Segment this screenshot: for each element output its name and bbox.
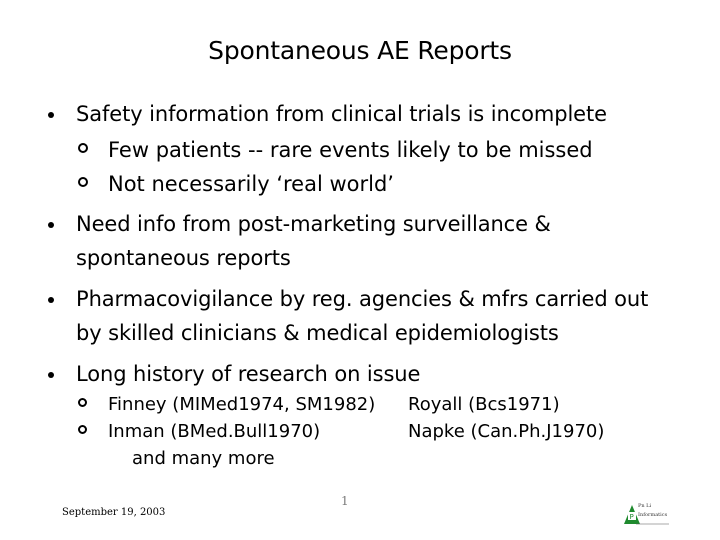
bullet-text-line2: by skilled clinicians & medical epidemiologists [76, 321, 559, 345]
reference-napke [408, 418, 604, 445]
slide-title: Spontaneous AE Reports [208, 36, 512, 65]
reference-text: Royall (Bcs1971) [408, 394, 560, 415]
footer-date: September 19, 2003 [62, 507, 166, 518]
bullet-text-line1: Need info from post-marketing surveillance & [76, 212, 551, 236]
reference-royall [408, 391, 560, 418]
bullet-dot-icon [48, 297, 54, 303]
reference-more [132, 445, 275, 472]
sub-bullet-ring-icon [78, 398, 87, 407]
logo-text-line1: Pn Li [638, 503, 652, 509]
page-number: 1 [341, 494, 349, 508]
bullet-dot-icon [48, 372, 54, 378]
svg-text:P: P [629, 513, 634, 521]
bullet-text: Safety information from clinical trials is incomplete [76, 102, 607, 126]
reference-text: Finney (MIMed1974, SM1982) [108, 394, 376, 415]
logo-text-line2: Informatics [638, 512, 668, 518]
logo-text [638, 502, 667, 520]
reference-text: Inman (BMed.Bull1970) [108, 421, 321, 442]
bullet-text: Long history of research on issue [76, 362, 421, 386]
sub-bullet-ring-icon [78, 143, 88, 153]
bullet-text-line2: spontaneous reports [76, 246, 291, 270]
reference-more-text: and many more [132, 448, 275, 469]
bullet-dot-icon [48, 112, 54, 118]
sub-bullet-text: Few patients -- rare events likely to be missed [108, 138, 593, 162]
bullet-dot-icon [48, 222, 54, 228]
sub-bullet-ring-icon [78, 425, 87, 434]
sub-bullet-text: Not necessarily ‘real world’ [108, 172, 394, 196]
sub-bullet-ring-icon [78, 177, 88, 187]
bullet-text-line1: Pharmacovigilance by reg. agencies & mfrs carried out [76, 287, 649, 311]
reference-text: Napke (Can.Ph.J1970) [408, 421, 605, 442]
